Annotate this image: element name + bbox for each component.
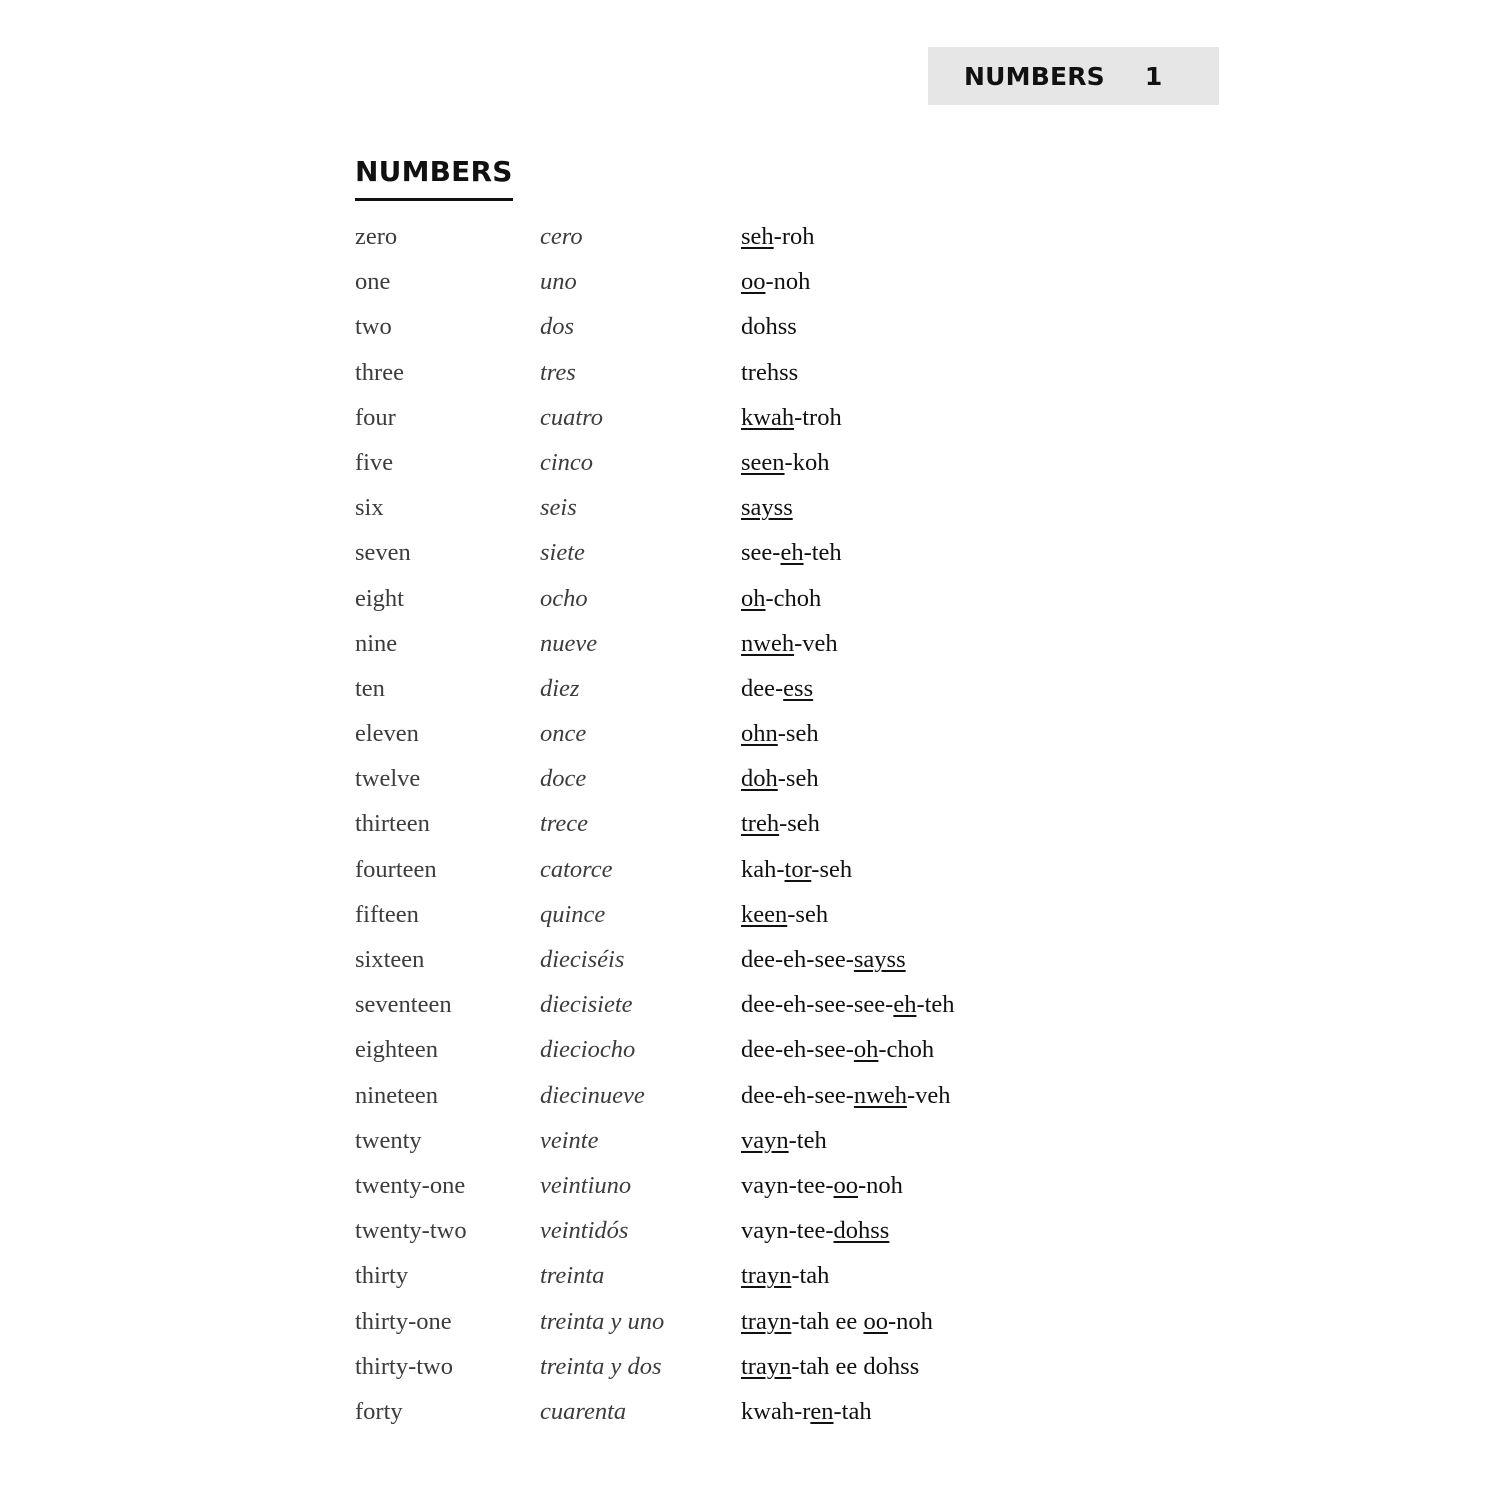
english-word: fourteen [355,855,437,883]
syllable: -choh [765,584,822,612]
stressed-syllable: oh [853,1036,879,1064]
spanish-word: veintiuno [540,1171,632,1199]
stressed-syllable: trayn [741,1307,792,1335]
spanish-word: dos [540,313,575,341]
english-word: one [355,268,391,296]
stressed-syllable: kwah [741,403,795,431]
spanish-word: tres [540,358,576,386]
vocab-row [355,485,1115,530]
pronunciation [741,395,842,440]
vocab-row [355,350,1115,395]
pronunciation [741,1027,934,1072]
syllable: -troh [794,403,842,431]
stressed-syllable: nweh [853,1081,907,1109]
stressed-syllable: seen [741,448,785,476]
syllable: kah- [741,855,785,883]
vocab-row [355,1163,1115,1208]
syllable: -roh [773,223,815,250]
stressed-syllable: keen [741,900,788,928]
syllable: kwah-r [741,1397,811,1425]
spanish-word: trece [540,810,589,838]
pronunciation [741,1299,933,1344]
pronunciation [741,801,820,846]
syllable: -tah ee [791,1307,864,1335]
syllable: -noh [858,1171,903,1199]
spanish-word: seis [540,494,577,522]
spanish-word: treinta [540,1262,605,1290]
vocab-row [355,711,1115,756]
stressed-syllable: ohn [741,720,778,748]
vocab-row [355,530,1115,575]
syllable: see- [741,539,781,567]
pronunciation [741,1208,889,1253]
vocab-row [355,1118,1115,1163]
running-header [928,47,1219,105]
spanish-word: cinco [540,448,594,476]
english-word: two [355,313,392,341]
pronunciation [741,937,906,982]
pronunciation [741,440,829,485]
english-word: seven [355,539,411,567]
syllable: -koh [784,448,830,476]
pronunciation [741,1344,919,1389]
vocab-row [355,214,1115,259]
syllable: dee-eh-see- [741,1081,854,1109]
vocab-row [355,982,1115,1027]
syllable: dee-eh-see- [741,946,854,973]
stressed-syllable: en [810,1397,834,1425]
running-header-section: NUMBERS [964,61,1105,91]
stressed-syllable: seh [741,223,774,250]
vocab-row [355,304,1115,349]
english-word: zero [355,223,398,250]
stressed-syllable: oo [741,268,766,296]
syllable: -tah [791,1262,830,1290]
syllable: dohss [741,313,797,341]
pronunciation [741,350,798,395]
stressed-syllable: ess [783,674,814,702]
english-word: nine [355,629,398,657]
spanish-word: catorce [540,855,613,883]
syllable: -tah ee dohss [791,1352,920,1380]
syllable: dee-eh-see-see- [741,991,894,1019]
english-word: sixteen [355,946,425,973]
english-word: thirteen [355,810,430,838]
pronunciation [741,1073,951,1118]
english-word: forty [355,1397,403,1425]
pronunciation [741,982,955,1027]
english-word: eleven [355,720,419,748]
syllable: dee- [741,674,784,702]
vocab-row [355,892,1115,937]
vocab-list [355,214,1115,1434]
stressed-syllable: sayss [853,946,906,973]
syllable: -veh [794,629,838,657]
syllable: vayn-tee- [741,1171,834,1199]
vocab-row [355,1208,1115,1253]
english-word: four [355,403,396,431]
spanish-word: ocho [540,584,588,612]
vocab-row [355,666,1115,711]
stressed-syllable: vayn [741,1126,789,1154]
spanish-word: veinte [540,1126,599,1154]
pronunciation [741,847,852,892]
stressed-syllable: dohss [833,1217,890,1245]
pronunciation [741,711,819,756]
vocab-row [355,1299,1115,1344]
syllable: -seh [811,855,853,883]
english-word: twelve [355,765,421,793]
syllable: -teh [916,991,955,1019]
spanish-word: cero [540,223,583,250]
vocab-row [355,1389,1115,1434]
stressed-syllable: trayn [741,1352,792,1380]
english-word: six [355,494,384,522]
spanish-word: diecisiete [540,991,633,1019]
english-word: fifteen [355,900,419,928]
spanish-word: doce [540,765,587,793]
pronunciation [741,1389,872,1434]
section-title: NUMBERS [355,152,513,201]
syllable: -seh [779,810,820,838]
stressed-syllable: nweh [741,629,795,657]
english-word: five [355,448,394,476]
spanish-word: nueve [540,629,598,657]
spanish-word: dieciséis [540,946,625,973]
vocab-row [355,576,1115,621]
syllable: -tah [833,1397,872,1425]
vocab-row [355,440,1115,485]
pronunciation [741,892,828,937]
vocab-row [355,621,1115,666]
english-word: thirty-one [355,1307,452,1335]
pronunciation [741,304,797,349]
spanish-word: dieciocho [540,1036,636,1064]
pronunciation [741,1163,903,1208]
english-word: seventeen [355,991,452,1019]
vocab-row [355,259,1115,304]
vocab-row [355,1073,1115,1118]
pronunciation [741,485,793,530]
stressed-syllable: tor [784,855,812,883]
pronunciation [741,1253,829,1298]
vocab-row [355,1027,1115,1072]
stressed-syllable: oh [741,584,766,612]
pronunciation [741,576,821,621]
english-word: thirty-two [355,1352,453,1380]
spanish-word: veintidós [540,1217,629,1245]
english-word: twenty [355,1126,422,1154]
syllable: -noh [765,268,811,296]
vocab-row [355,847,1115,892]
stressed-syllable: eh [780,539,804,567]
english-word: nineteen [355,1081,438,1109]
spanish-word: uno [540,268,577,296]
stressed-syllable: trayn [741,1262,792,1290]
stressed-syllable: sayss [741,494,793,522]
pronunciation [741,621,838,666]
english-word: twenty-one [355,1171,466,1199]
english-word: eight [355,584,404,612]
syllable: trehss [741,358,799,386]
spanish-word: treinta y uno [540,1307,665,1335]
stressed-syllable: oo [833,1171,858,1199]
vocab-row [355,1253,1115,1298]
spanish-word: once [540,720,587,748]
vocab-row [355,756,1115,801]
english-word: twenty-two [355,1217,467,1245]
pronunciation [741,666,813,711]
vocab-row [355,801,1115,846]
pronunciation [741,214,815,259]
spanish-word: cuarenta [540,1397,627,1425]
english-word: thirty [355,1262,409,1290]
english-word: ten [355,674,385,702]
spanish-word: diecinueve [540,1081,645,1109]
vocab-row [355,937,1115,982]
syllable: -seh [777,765,819,793]
stressed-syllable: treh [741,810,780,838]
syllable: dee-eh-see- [741,1036,854,1064]
stressed-syllable: eh [893,991,917,1019]
pronunciation [741,530,842,575]
spanish-word: siete [540,539,585,567]
syllable: -seh [787,900,829,928]
spanish-word: diez [540,674,580,702]
vocab-row [355,1344,1115,1389]
spanish-word: cuatro [540,403,604,431]
syllable: -seh [777,720,819,748]
syllable: -choh [878,1036,935,1064]
syllable: -teh [803,539,842,567]
pronunciation [741,756,819,801]
spanish-word: treinta y dos [540,1352,662,1380]
stressed-syllable: doh [741,765,778,793]
syllable: vayn-tee- [741,1217,834,1245]
pronunciation [741,1118,827,1163]
syllable: -noh [887,1307,933,1335]
syllable: -teh [788,1126,827,1154]
pronunciation [741,259,810,304]
spanish-word: quince [540,900,606,928]
stressed-syllable: oo [863,1307,888,1335]
page-number: 1 [1144,61,1163,91]
syllable: -veh [906,1081,951,1109]
english-word: eighteen [355,1036,438,1064]
english-word: three [355,358,404,386]
vocab-row [355,395,1115,440]
